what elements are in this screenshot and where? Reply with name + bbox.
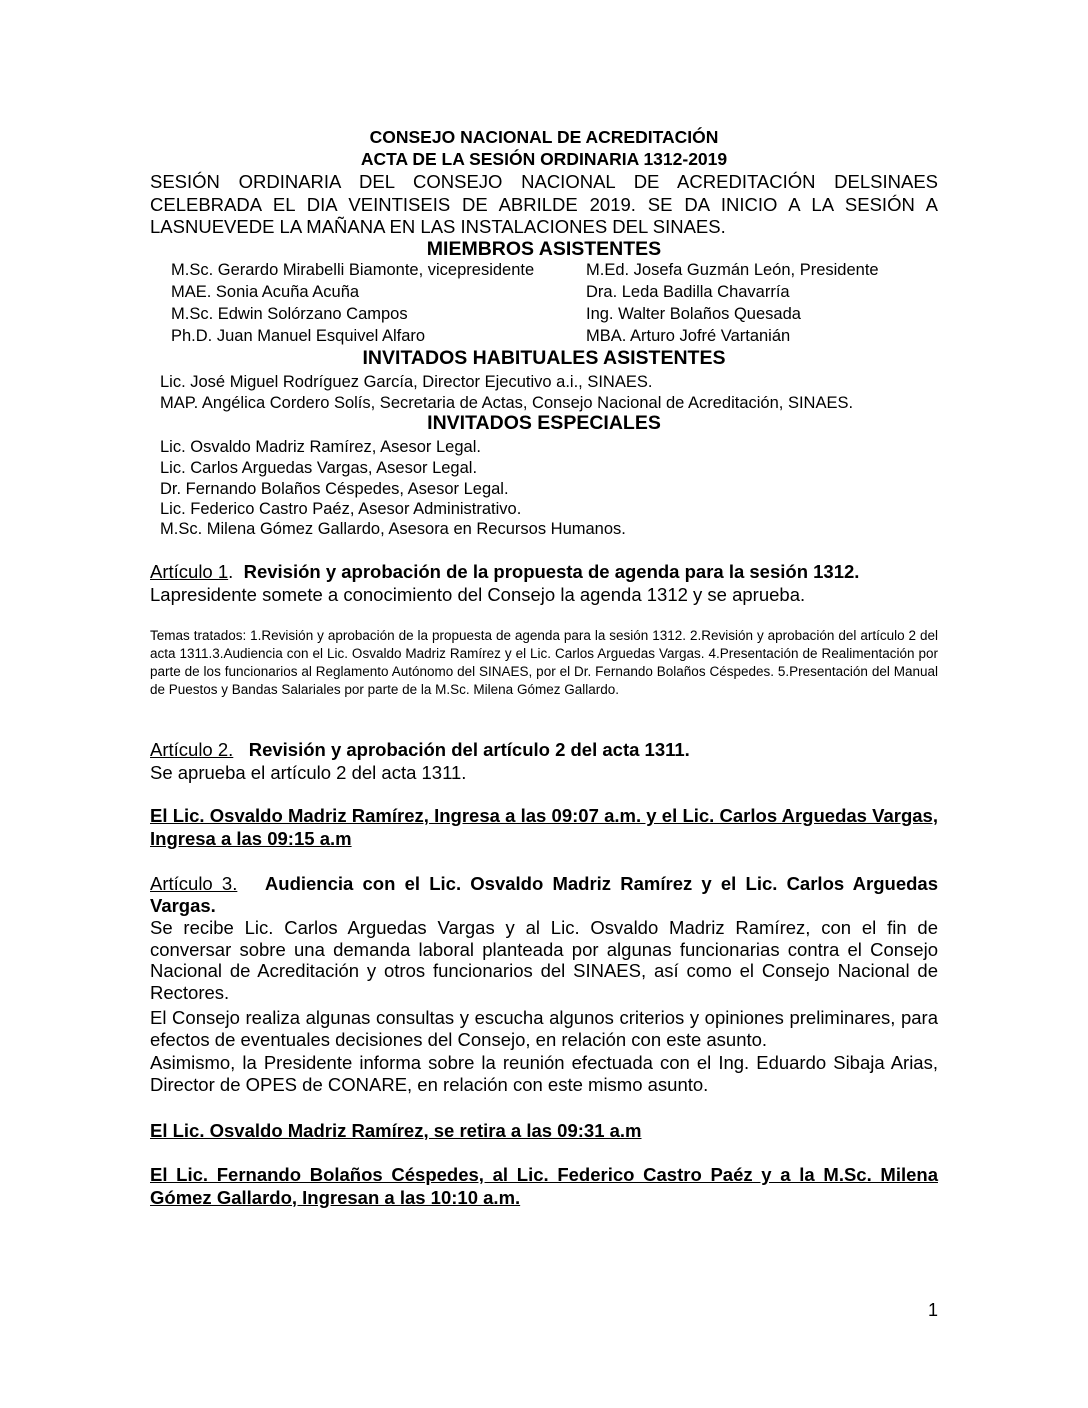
article-3-paragraph-3: Asimismo, la Presidente informa sobre la reunión efectuada con el Ing. Eduardo Sibaja Arias, Director de OPES de CONARE, en relación con este mismo asunto. — [150, 1052, 938, 1095]
article-1-label: Artículo 1 — [150, 561, 229, 582]
special-guest-4: Lic. Federico Castro Paéz, Asesor Administrativo. — [160, 500, 522, 518]
page-number: 1 — [927, 1300, 938, 1320]
member-left-2: MAE. Sonia Acuña Acuña — [171, 283, 360, 301]
member-right-2: Dra. Leda Badilla Chavarría — [586, 283, 790, 301]
article-2-label: Artículo 2. — [150, 739, 234, 760]
document-subtitle: ACTA DE LA SESIÓN ORDINARIA 1312-2019 — [360, 149, 728, 169]
special-guest-1: Lic. Osvaldo Madriz Ramírez, Asesor Legal. — [160, 438, 481, 456]
habitual-guest-2: MAP. Angélica Cordero Solís, Secretaria de Actas, Consejo Nacional de Acreditación, SINAES. — [160, 394, 854, 412]
member-left-1: M.Sc. Gerardo Mirabelli Biamonte, vicepresidente — [171, 261, 535, 279]
attendance-note-2: El Lic. Osvaldo Madriz Ramírez, se retira a las 09:31 a.m — [150, 1120, 642, 1141]
attendance-note-3: El Lic. Fernando Bolaños Céspedes, al Lic. Federico Castro Paéz y a la M.Sc. Milena Gómez Gallardo, Ingresan a las 10:10 a.m. — [150, 1164, 938, 1208]
special-guest-3: Dr. Fernando Bolaños Céspedes, Asesor Legal. — [160, 480, 509, 498]
article-3-title: Audiencia con el Lic. Osvaldo Madriz Ramírez y el Lic. Carlos Arguedas Vargas. — [150, 873, 938, 916]
document-title: CONSEJO NACIONAL DE ACREDITACIÓN — [369, 127, 719, 147]
article-2-title: Revisión y aprobación del artículo 2 del acta 1311. — [248, 739, 690, 760]
member-left-3: M.Sc. Edwin Solórzano Campos — [171, 305, 408, 323]
member-right-3: Ing. Walter Bolaños Quesada — [586, 305, 801, 323]
article-3-heading — [150, 873, 938, 917]
article-1-body: Lapresidente somete a conocimiento del Consejo la agenda 1312 y se aprueba. — [150, 584, 806, 605]
section-heading-habituales: INVITADOS HABITUALES ASISTENTES — [362, 347, 726, 369]
habitual-guest-1: Lic. José Miguel Rodríguez García, Director Ejecutivo a.i., SINAES. — [160, 373, 653, 391]
section-heading-especiales: INVITADOS ESPECIALES — [427, 412, 661, 434]
intro-line-3: LASNUEVEDE LA MAÑANA EN LAS INSTALACIONES DEL SINAES. — [150, 216, 726, 237]
article-3-paragraph-2: El Consejo realiza algunas consultas y escucha algunos criterios y opiniones preliminares, para efectos de eventuales decisiones del Consejo, en relación con este asunto. — [150, 1007, 938, 1050]
article-3-paragraph-1: Se recibe Lic. Carlos Arguedas Vargas y al Lic. Osvaldo Madriz Ramírez, con el fin de conversar sobre una demanda laboral planteada por algunas funcionarias contra el Consejo Nacional de Acreditación y otros funcionarios del SINAES, así como el Consejo Nacional de Rectores. — [150, 917, 938, 1003]
member-right-4: MBA. Arturo Jofré Vartanián — [586, 327, 791, 345]
article-2-heading — [150, 739, 938, 761]
intro-line-2: CELEBRADA EL DIA VEINTISEIS DE ABRILDE 2019. SE DA INICIO A LA SESIÓN A — [150, 194, 938, 215]
intro-line-1: SESIÓN ORDINARIA DEL CONSEJO NACIONAL DE ACREDITACIÓN DELSINAES — [150, 171, 938, 192]
article-2-body: Se aprueba el artículo 2 del acta 1311. — [150, 762, 467, 783]
special-guest-5: M.Sc. Milena Gómez Gallardo, Asesora en Recursos Humanos. — [160, 520, 626, 538]
article-1-heading: Artículo 1. Revisión y aprobación de la propuesta de agenda para la sesión 1312. — [150, 561, 860, 582]
member-right-1: M.Ed. Josefa Guzmán León, Presidente — [586, 261, 879, 279]
special-guest-2: Lic. Carlos Arguedas Vargas, Asesor Legal. — [160, 459, 478, 477]
attendance-note-1: El Lic. Osvaldo Madriz Ramírez, Ingresa a las 09:07 a.m. y el Lic. Carlos Arguedas Vargas, Ingresa a las 09:15 a.m — [150, 805, 938, 849]
member-left-4: Ph.D. Juan Manuel Esquivel Alfaro — [171, 327, 426, 345]
section-heading-miembros: MIEMBROS ASISTENTES — [426, 238, 662, 260]
article-1-title: Revisión y aprobación de la propuesta de agenda para la sesión 1312. — [243, 561, 860, 582]
topics-summary: Temas tratados: 1.Revisión y aprobación de la propuesta de agenda para la sesión 1312. 2.Revisión y aprobación del artículo 2 del acta 1311.3.Audiencia con el Lic. Osvaldo Madriz Ramírez y el Lic. Carlos Arguedas Vargas. 4.Presentación de Realimentación por parte de los funcionarios al Reglamento Autónomo del SINAES, por el Dr. Fernando Bolaños Céspedes. 5.Presentación del Manual de Puestos y Bandas Salariales por parte de la M.Sc. Milena Gómez Gallardo. — [150, 628, 938, 697]
article-3-label: Artículo 3. — [150, 873, 238, 894]
